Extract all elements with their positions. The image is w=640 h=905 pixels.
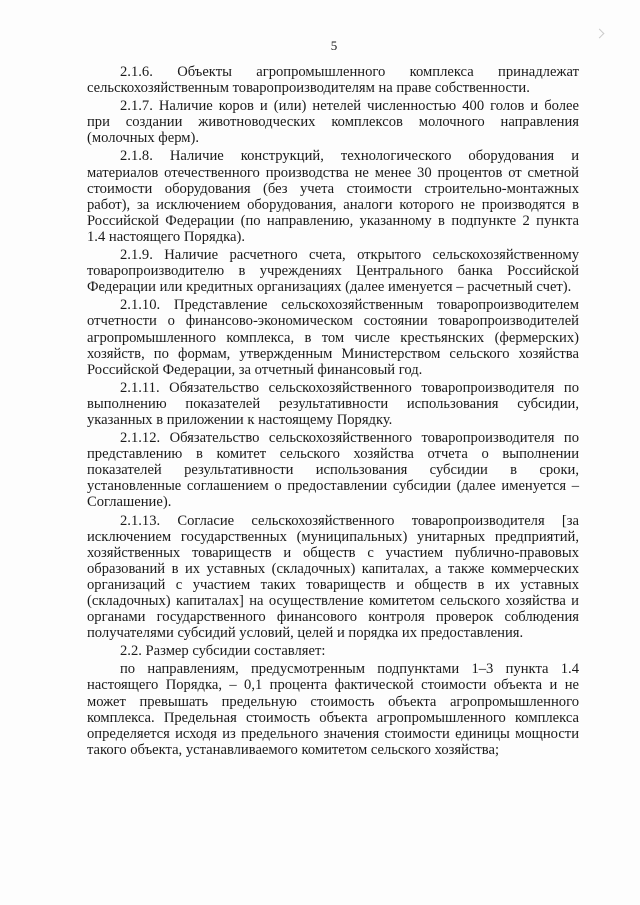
paragraph-2-1-12: 2.1.12. Обязательство сельскохозяйственного товаропроизводителя по представлению в комитет сельского хозяйства отчета о выполнении показателей результативности использования субсидии в сроки, установленные соглашением о предоставлении субсидии (далее именуется – Соглашение).: [87, 430, 579, 511]
paragraph-2-2: 2.2. Размер субсидии составляет:: [120, 643, 326, 660]
paragraph-2-1-8: 2.1.8. Наличие конструкций, технологического оборудования и материалов отечественного производства не менее 30 процентов от сметной стоимости оборудования (без учета стоимости строительно-монтажных работ), за исключением оборудования, аналоги которого не производятся в Российской Федерации (по направлению, указанному в подпункте 2 пункта 1.4 настоящего Порядка).: [87, 148, 579, 245]
scan-corner-mark: [595, 29, 605, 39]
paragraph-2-1-10: 2.1.10. Представление сельскохозяйственным товаропроизводителем отчетности о финансово-экономическом состоянии товаропроизводителей агропромышленного комплекса, в том числе крестьянских (фермерских) хозяйств, по формам, утвержденным Министерством сельского хозяйства Российской Федерации, за отчетный финансовый год.: [87, 297, 579, 378]
paragraph-subsidy-rate: по направлениям, предусмотренным подпунктами 1–3 пункта 1.4 настоящего Порядка, – 0,1 процента фактической стоимости объекта и не может превышать предельную стоимость объекта агропромышленного комплекса. Предельная стоимость объекта агропромышленного комплекса определяется исходя из предельного значения стоимости единицы мощности такого объекта, устанавливаемого комитетом сельского хозяйства;: [87, 661, 579, 758]
paragraph-2-1-7: 2.1.7. Наличие коров и (или) нетелей численностью 400 голов и более при создании животноводческих комплексов молочного направления (молочных ферм).: [87, 98, 579, 147]
paragraph-2-1-6: 2.1.6. Объекты агропромышленного комплекса принадлежат сельскохозяйственным товаропроизводителям на праве собственности.: [87, 64, 579, 97]
paragraph-2-1-11: 2.1.11. Обязательство сельскохозяйственного товаропроизводителя по выполнению показателей результативности использования субсидии, указанных в приложении к настоящему Порядку.: [87, 379, 579, 428]
paragraph-2-1-13: 2.1.13. Согласие сельскохозяйственного товаропроизводителя [за исключением государственных (муниципальных) унитарных предприятий, хозяйственных товариществ и обществ с участием публично-правовых образований в их уставных (складочных) капиталах, а также коммерческих организаций с участием таких товариществ и обществ в их уставных (складочных) капиталах] на осуществление комитетом сельского хозяйства и органами государственного финансового контроля проверок соблюдения получателями субсидий условий, целей и порядка их предоставления.: [87, 512, 579, 642]
document-body: [87, 64, 579, 760]
paragraph-2-1-9: 2.1.9. Наличие расчетного счета, открытого сельскохозяйственному товаропроизводителю в учреждениях Центрального банка Российской Федерации или кредитных организациях (далее именуется – расчетный счет).: [87, 247, 579, 296]
page-number: 5: [330, 38, 338, 53]
